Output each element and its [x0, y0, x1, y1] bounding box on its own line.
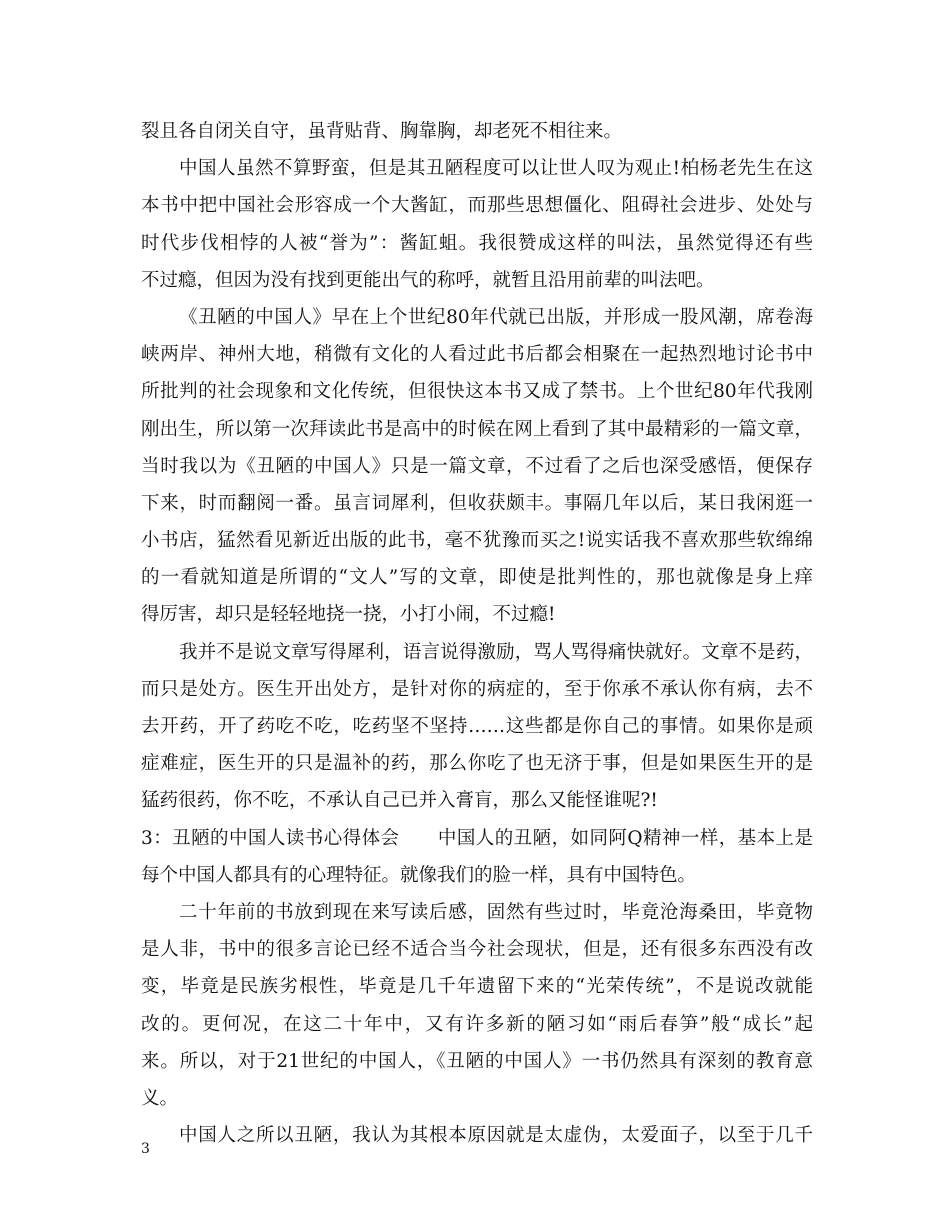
paragraph-line: 不过瘾，但因为没有找到更能出气的称呼，就暂且沿用前辈的叫法吧。 — [141, 269, 715, 291]
paragraph-line: 每个中国人都具有的心理特征。就像我们的脸一样，具有中国特色。 — [141, 864, 697, 886]
paragraph-line: 所批判的社会现象和文化传统，但很快这本书又成了禁书。上个世纪80年代我刚 — [141, 381, 813, 403]
section-heading: 3：丑陋的中国人读书心得体会 — [141, 827, 400, 849]
document-body — [141, 113, 813, 1154]
paragraph-line: 峡两岸、神州大地，稍微有文化的人看过此书后都会相聚在一起热烈地讨论书中 — [141, 344, 813, 366]
paragraph-line: 猛药很药，你不吃，不承认自己已并入膏肓，那么又能怪谁呢?! — [141, 790, 658, 812]
paragraph-line: 来。所以，对于21世纪的中国人，《丑陋的中国人》一书仍然具有深刻的教育意 — [141, 1050, 813, 1072]
paragraph-line: 刚出生，所以第一次拜读此书是高中的时候在网上看到了其中最精彩的一篇文章， — [141, 418, 813, 440]
paragraph-line: 而只是处方。医生开出处方，是针对你的病症的，至于你承不承认你有病，去不 — [141, 678, 813, 700]
paragraph-line: 时代步伐相悖的人被“誉为”：酱缸蛆。我很赞成这样的叫法，虽然觉得还有些 — [141, 232, 813, 254]
paragraph-line: 二十年前的书放到现在来写读后感，固然有些过时，毕竟沧海桑田，毕竟物 — [179, 901, 813, 923]
paragraph-line: 中国人之所以丑陋，我认为其根本原因就是太虚伪，太爱面子，以至于几千 — [179, 1125, 813, 1147]
paragraph-line: 中国人虽然不算野蛮，但是其丑陋程度可以让世人叹为观止!柏杨老先生在这 — [179, 158, 813, 180]
paragraph-line: 本书中把中国社会形容成一个大酱缸，而那些思想僵化、阻碍社会进步、处处与 — [141, 195, 813, 217]
paragraph-line: 当时我以为《丑陋的中国人》只是一篇文章，不过看了之后也深受感悟，便保存 — [141, 455, 813, 477]
paragraph-line: 《丑陋的中国人》早在上个世纪80年代就已出版，并形成一股风潮，席卷海 — [179, 306, 813, 328]
section-heading-line — [141, 820, 813, 857]
paragraph-line: 变，毕竟是民族劣根性，毕竟是几千年遗留下来的“光荣传统”，不是说改就能 — [141, 976, 813, 998]
paragraph-line: 是人非，书中的很多言论已经不适合当今社会现状，但是，还有很多东西没有改 — [141, 939, 813, 961]
paragraph-line: 去开药，开了药吃不吃，吃药坚不坚持……这些都是你自己的事情。如果你是顽 — [141, 716, 813, 737]
paragraph-line: 小书店，猛然看见新近出版的此书，毫不犹豫而买之!说实话我不喜欢那些软绵绵 — [141, 530, 813, 552]
paragraph-line: 裂且各自闭关自守，虽背贴背、胸靠胸，却老死不相往来。 — [141, 121, 623, 142]
paragraph-line: 得厉害，却只是轻轻地挠一挠，小打小闹，不过瘾! — [141, 604, 556, 626]
paragraph-line: 的一看就知道是所谓的“文人”写的文章，即使是批判性的，那也就像是身上痒 — [141, 567, 813, 589]
paragraph-line: 我并不是说文章写得犀利，语言说得激励，骂人骂得痛快就好。文章不是药， — [179, 641, 813, 663]
paragraph-line: 义。 — [141, 1087, 179, 1109]
paragraph-line: 症难症，医生开的只是温补的药，那么你吃了也无济于事，但是如果医生开的是 — [141, 753, 813, 775]
page-number: 3 — [141, 1141, 150, 1157]
paragraph-line: 改的。更何况，在这二十年中，又有许多新的陋习如“雨后春笋”般“成长”起 — [141, 1013, 813, 1035]
paragraph-line-start: 中国人的丑陋，如同阿Q精神一样，基本上是 — [437, 827, 813, 849]
paragraph-line: 下来，时而翻阅一番。虽言词犀利，但收获颇丰。事隔几年以后，某日我闲逛一 — [141, 492, 813, 514]
